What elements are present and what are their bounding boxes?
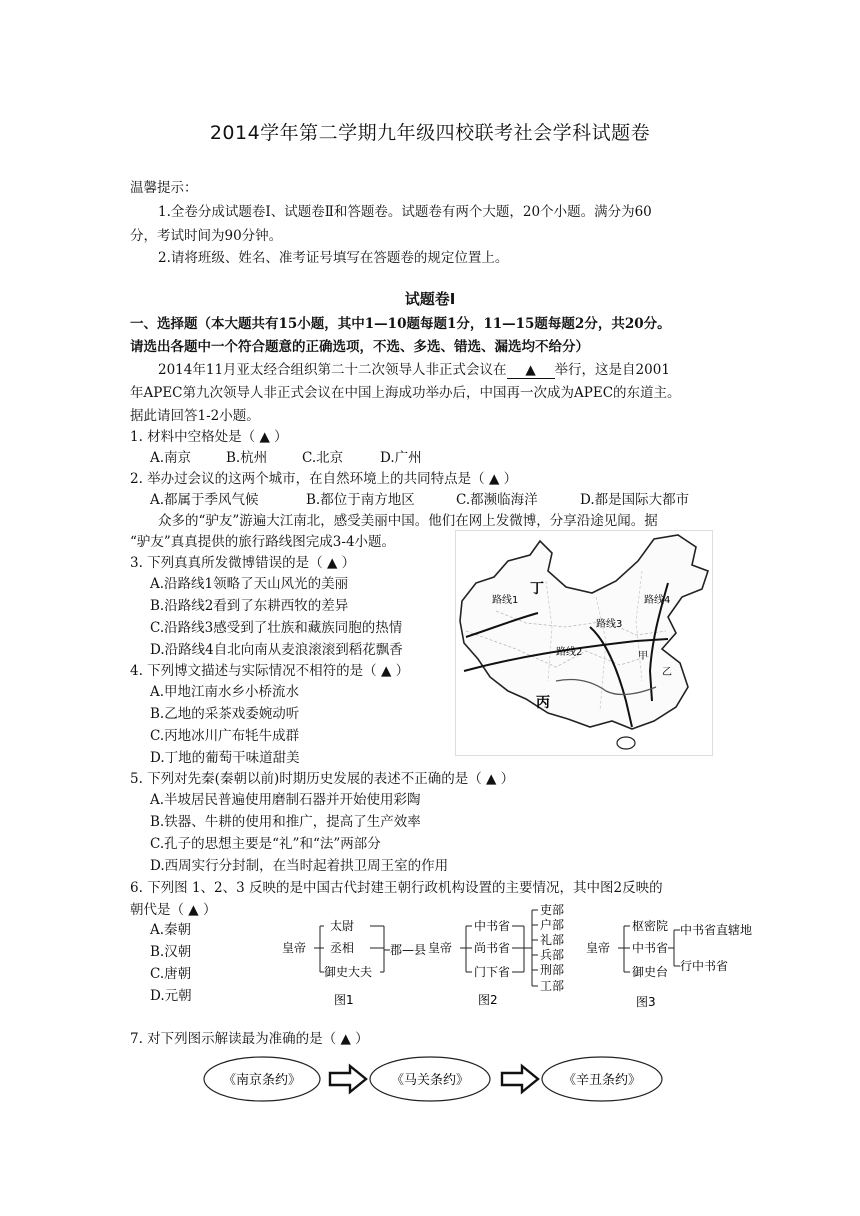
route-2-label: 路线2 — [556, 647, 583, 658]
fig3-office-3: 御史台 — [632, 965, 669, 979]
q2-option-c: C.都濒临海洋 — [456, 492, 538, 508]
fig1-office-1: 太尉 — [330, 919, 355, 933]
arrow-right-icon — [330, 1066, 366, 1092]
part1-heading-b: 请选出各题中一个符合题意的正确选项，不选、多选、错选、漏选均不给分） — [130, 339, 589, 355]
q2-option-d: D.都是国际大都市 — [580, 492, 690, 508]
section-title: 试题卷Ⅰ — [404, 290, 456, 308]
tip-1-line-a: 1.全卷分成试题卷Ⅰ、试题卷Ⅱ和答题卷。试题卷有两个大题，20个小题。满分为60 — [158, 204, 652, 220]
page-title: 2014学年第二学期九年级四校联考社会学科试题卷 — [209, 122, 651, 144]
q2-option-a: A.都属于季风气候 — [150, 492, 259, 508]
fig3-caption: 图3 — [636, 995, 656, 1009]
tips-heading: 温馨提示： — [130, 180, 198, 196]
treaty-flow-svg — [200, 1044, 720, 1114]
q3-stem: 3. 下列真真所发微博错误的是（ ▲ ） — [130, 555, 356, 571]
q1-stem: 1. 材料中空格处是（ ▲ ） — [130, 429, 288, 445]
fig2-ministry-6: 工部 — [540, 979, 565, 993]
q3-option-b: B.沿路线2看到了东耕西牧的差异 — [150, 598, 349, 614]
part1-heading-a: 一、选择题（本大题共有15小题，其中1—10题每题1分，11—15题每题2分，共20分。 — [130, 316, 671, 332]
fig2-caption: 图2 — [478, 993, 498, 1007]
q1-option-d: D.广州 — [380, 450, 422, 466]
treaty-3-label: 《辛丑条约》 — [562, 1073, 642, 1088]
q6-option-d: D.元朝 — [150, 988, 192, 1004]
fig2-office-3: 门下省 — [474, 965, 511, 979]
route-3-label: 路线3 — [596, 619, 623, 630]
q5-option-b: B.铁器、牛耕的使用和推广，提高了生产效率 — [150, 814, 421, 830]
q5-stem: 5. 下列对先秦(秦朝以前)时期历史发展的表述不正确的是（ ▲ ） — [130, 771, 515, 787]
q2-stem: 2. 举办过会议的这两个城市，在自然环境上的共同特点是（ ▲ ） — [130, 471, 518, 487]
place-yi-label: 乙 — [662, 667, 672, 678]
q7-stem: 7. 对下列图示解读最为准确的是（ ▲ ） — [130, 1031, 369, 1047]
q4-option-a: A.甲地江南水乡小桥流水 — [150, 684, 300, 700]
place-bing-label: 丙 — [536, 695, 550, 711]
q6-option-a: A.秦朝 — [150, 922, 192, 938]
fig2-office-1: 中书省 — [474, 919, 511, 933]
fig2-ministry-1: 吏部 — [540, 903, 565, 917]
fig2-ministry-5: 刑部 — [540, 963, 565, 977]
fig3-local-1: 中书省直辖地 — [680, 923, 753, 937]
passage2-line-a: 众多的“驴友”游遍大江南北，感受美丽中国。他们在网上发微博，分享沿途见闻。据 — [158, 513, 658, 529]
q3-option-d: D.沿路线4自北向南从麦浪滚滚到稻花飘香 — [150, 642, 403, 658]
q1-option-b: B.杭州 — [226, 450, 268, 466]
fig3-office-1: 枢密院 — [632, 919, 669, 933]
treaty-2-label: 《马关条约》 — [390, 1073, 470, 1088]
route-1-label: 路线1 — [492, 595, 519, 606]
q5-option-c: C.孔子的思想主要是“礼”和“法”两部分 — [150, 836, 381, 852]
fig3-local-2: 行中书省 — [680, 959, 729, 973]
fig2-ministry-4: 兵部 — [540, 948, 565, 962]
fig2-ministry-3: 礼部 — [540, 933, 565, 947]
arrow-right-icon — [502, 1066, 538, 1092]
tip-1-line-b: 分，考试时间为90分钟。 — [130, 228, 283, 244]
hainan-island — [617, 737, 635, 749]
fig2-ministry-2: 户部 — [540, 918, 565, 932]
route-4-label: 路线4 — [644, 595, 671, 606]
place-jia-label: 甲 — [638, 651, 648, 662]
q4-option-d: D.丁地的葡萄干味道甜美 — [150, 750, 300, 766]
q2-option-b: B.都位于南方地区 — [306, 492, 415, 508]
passage2-line-b: “驴友”真真提供的旅行路线图完成3-4小题。 — [130, 534, 396, 550]
passage1-text: 举行，这是自2001 — [554, 362, 670, 378]
q6-option-b: B.汉朝 — [150, 944, 192, 960]
treaty-1-label: 《南京条约》 — [222, 1073, 302, 1088]
q5-option-d: D.西周实行分封制，在当时起着拱卫周王室的作用 — [150, 858, 449, 874]
q6-stem-a: 6. 下列图 1、2、3 反映的是中国古代封建王朝行政机构设置的主要情况，其中图2反映的 — [130, 880, 663, 896]
passage1-line-b: 年APEC第九次领导人非正式会议在中国上海成功举办后，中国再一次成为APEC的东道主。 — [130, 385, 681, 401]
route-map — [455, 530, 713, 756]
q4-option-b: B.乙地的采茶戏委婉动听 — [150, 706, 300, 722]
fig3-emperor: 皇帝 — [586, 941, 611, 955]
fig1-caption: 图1 — [334, 993, 354, 1007]
q1-option-a: A.南京 — [150, 450, 192, 466]
q6-stem-b: 朝代是（ ▲ ） — [130, 902, 217, 918]
fig3-office-2: 中书省 — [632, 941, 669, 955]
fig1-local: 郡—县 — [390, 943, 427, 957]
china-outline — [460, 535, 708, 729]
china-map-svg — [456, 531, 714, 757]
admin-structure-diagrams — [280, 900, 760, 1012]
fig2-emperor: 皇帝 — [428, 941, 453, 955]
q1-option-c: C.北京 — [302, 450, 344, 466]
q5-option-a: A.半坡居民普遍使用磨制石器并开始使用彩陶 — [150, 792, 421, 808]
passage1-text: 2014年11月亚太经合组织第二十二次领导人非正式会议在 — [158, 362, 507, 378]
fig1-office-3: 御史大夫 — [324, 965, 373, 979]
q3-option-a: A.沿路线1领略了天山风光的美丽 — [150, 576, 349, 592]
q2-options — [150, 488, 689, 508]
fig2-office-2: 尚书省 — [474, 941, 511, 955]
q4-option-c: C.丙地冰川广布牦牛成群 — [150, 728, 300, 744]
treaty-flow — [200, 1044, 720, 1114]
q6-option-c: C.唐朝 — [150, 966, 192, 982]
place-ding-label: 丁 — [530, 581, 544, 597]
fig1-office-2: 丞相 — [330, 941, 355, 955]
answer-blank: ▲ — [507, 362, 555, 379]
q4-stem: 4. 下列博文描述与实际情况不相符的是（ ▲ ） — [130, 663, 410, 679]
fig1-emperor: 皇帝 — [282, 941, 307, 955]
q1-options — [150, 446, 422, 466]
passage1-line-c: 据此请回答1-2小题。 — [130, 408, 260, 424]
passage1-line-a — [158, 358, 670, 379]
q3-option-c: C.沿路线3感受到了壮族和藏族同胞的热情 — [150, 620, 403, 636]
tip-2: 2.请将班级、姓名、准考证号填写在答题卷的规定位置上。 — [158, 250, 509, 266]
